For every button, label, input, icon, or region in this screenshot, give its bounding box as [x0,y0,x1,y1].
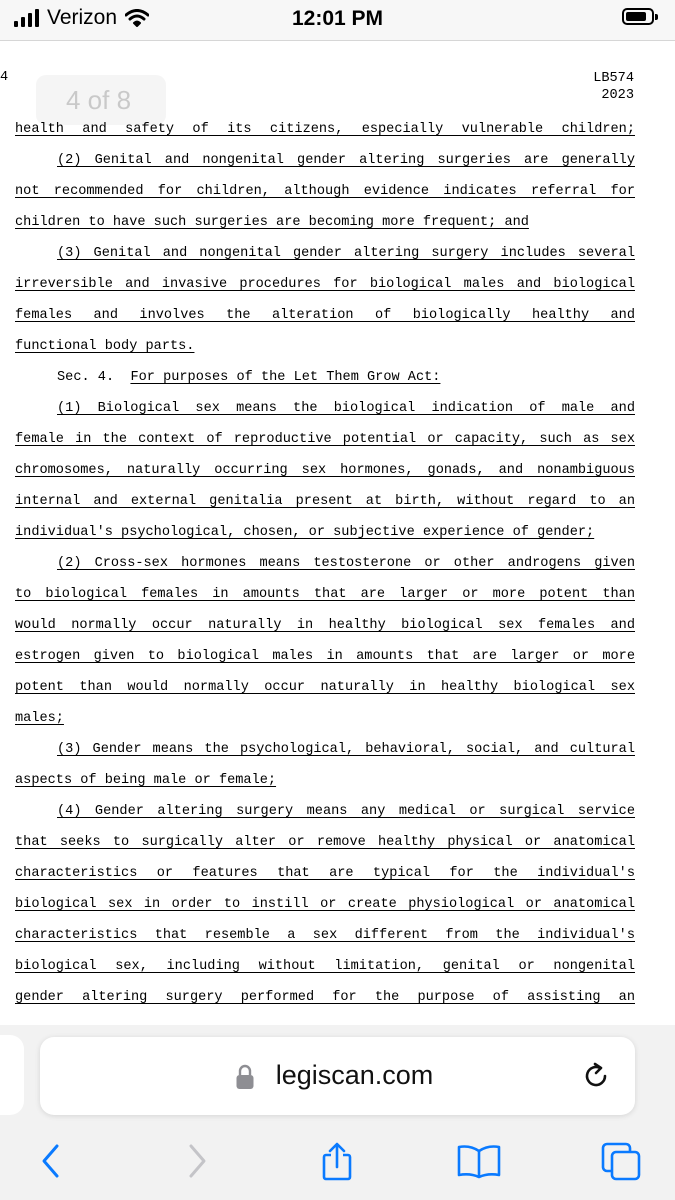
doc-line: (3) Genital and nongenital gender altering surgery includes several [57,246,635,261]
back-icon [39,1143,63,1179]
doc-line: internal and external genitalia present at birth, without regard to an [15,494,635,509]
doc-line: (4) Gender altering surgery means any medical or surgical service [57,804,635,819]
battery-icon [622,8,654,25]
share-button[interactable] [314,1138,360,1184]
bill-year: 2023 [601,88,634,103]
forward-icon [185,1143,209,1179]
doc-line: chromosomes, naturally occurring sex hormones, gonads, and nonambiguous [15,463,635,478]
section-text: For purposes of the Let Them Grow Act: [130,370,441,385]
page-indicator: 4 of 8 [36,75,166,125]
bill-header [593,70,634,104]
doc-line: (1) Biological sex means the biological indication of male and [57,401,635,416]
bill-number: LB574 [593,71,634,86]
share-icon [319,1141,355,1181]
doc-line: characteristics that resemble a sex different from the individual's [15,928,635,943]
section-number: Sec. 4. [57,370,115,385]
doc-line: females and involves the alteration of biologically healthy and [15,308,635,323]
page-number-left: 4 [0,70,9,85]
doc-line: (2) Cross-sex hormones means testosterone or other androgens given [57,556,635,571]
doc-line: that seeks to surgically alter or remove healthy physical or anatomical [15,835,635,850]
back-button[interactable] [28,1138,74,1184]
doc-line: functional body parts. [15,339,195,354]
address-bar[interactable] [40,1037,635,1115]
status-bar [0,0,675,40]
doc-line: aspects of being male or female; [15,773,277,788]
doc-line: estrogen given to biological males in amounts that are larger or more [15,649,635,664]
doc-line: biological sex, including without limitation, genital or nongenital [15,959,635,974]
tabs-icon [600,1141,642,1181]
doc-line: gender altering surgery performed for the purpose of assisting an [15,990,635,1005]
tabs-button[interactable] [598,1138,644,1184]
doc-line: female in the context of reproductive potential or capacity, such as sex [15,432,635,447]
clock: 12:01 PM [291,7,384,30]
browser-bottom-bar [0,1025,675,1200]
carrier-name: Verizon [47,6,118,29]
url-text[interactable]: legiscan.com [275,1060,434,1090]
section-heading [15,370,635,385]
bookmarks-icon [456,1143,502,1179]
doc-line: characteristics or features that are typical for the individual's [15,866,635,881]
doc-line: children to have such surgeries are becoming more frequent; and [15,215,529,230]
bookmarks-button[interactable] [456,1138,502,1184]
doc-line: not recommended for children, although evidence indicates referral for [15,184,635,199]
document-viewer[interactable] [0,40,675,1025]
reload-icon[interactable] [580,1060,612,1092]
doc-line: irreversible and invasive procedures for biological males and biological [15,277,635,292]
browser-toolbar [0,1130,675,1200]
forward-button[interactable] [174,1138,220,1184]
doc-line: potent than would normally occur naturally in healthy biological sex [15,680,635,695]
doc-line: males; [15,711,64,726]
doc-line: (3) Gender means the psychological, behavioral, social, and cultural [57,742,635,757]
previous-tab-preview[interactable] [0,1035,24,1115]
doc-line: health and safety of its citizens, especially vulnerable children; [15,122,635,137]
doc-line: individual's psychological, chosen, or subjective experience of gender; [15,525,595,540]
doc-line: to biological females in amounts that are larger or more potent than [15,587,635,602]
doc-line: would normally occur naturally in healthy biological sex females and [15,618,635,633]
doc-line: (2) Genital and nongenital gender altering surgeries are generally [57,153,635,168]
page-divider [0,40,675,41]
doc-line: biological sex in order to instill or create physiological or anatomical [15,897,635,912]
